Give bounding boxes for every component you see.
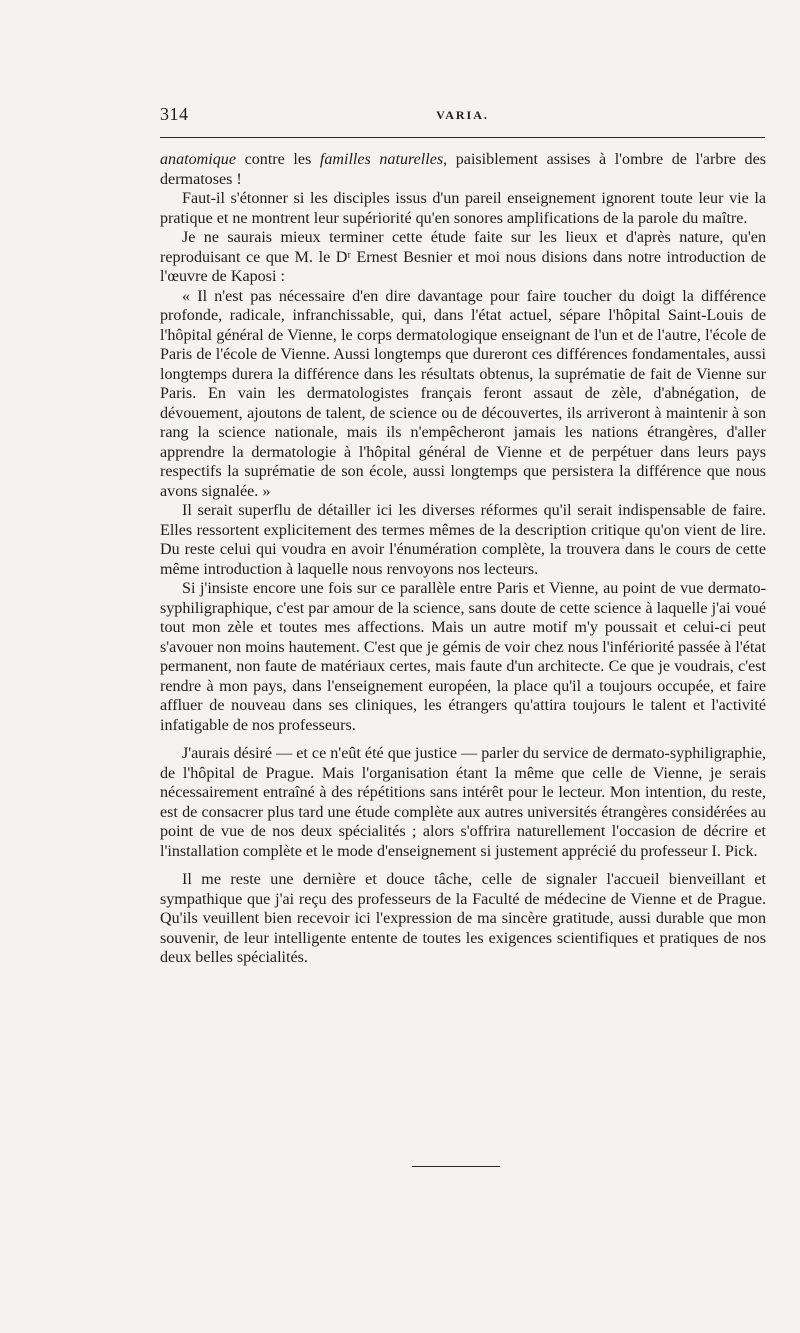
paragraph-1 <box>160 150 766 189</box>
paragraph-2: Faut-il s'étonner si les disciples issus d'un pareil enseignement ignorent toute leur vie la pratique et ne montrent leur supériorité qu'en sonores amplifications de la parole du maître. <box>160 190 766 227</box>
paragraph-4-quotation: « Il n'est pas nécessaire d'en dire davantage pour faire toucher du doigt la différence profonde, radicale, infranchissable, qui, dans l'état actuel, sépare l'hôpital Saint-Louis de l'hôpital général de Vienne, le corps dermatologique enseignant de l'un et de l'autre, l'école de Paris de l'école de Vienne. Aussi longtemps que dureront ces différences fondamentales, aussi longtemps durera la différence dans les résultats obtenus, la suprématie de fait de Vienne sur Paris. En vain les dermatologistes français feront assaut de zèle, d'abnégation, de dévouement, ajoutons de talent, de science ou de découvertes, ils arriveront à maintenir à son rang la science nationale, mais ils n'empêcheront jamais les nations étrangères, d'aller apprendre la dermatologie à l'hôpital général de Vienne et de perpétuer dans leurs pays respectifs la suprématie de son école, aussi longtemps que persistera la différence que nous avons signalée. » <box>160 287 766 500</box>
page-number: 314 <box>160 104 189 124</box>
paragraph-1-text-a: contre les <box>236 151 320 168</box>
paragraph-7: J'aurais désiré — et ce n'eût été que justice — parler du service de dermato-syphiligraphie, de l'hôpital de Prague. Mais l'organisation étant la même que celle de Vienne, je serais nécessairement entraîné à des répétitions sans intérêt pour le lecteur. Mon intention, du reste, est de consacrer plus tard une étude complète aux autres universités étrangères considérées au point de vue de nos deux spécialités ; alors s'offrira naturellement l'occasion de décrire et l'installation complète et le mode d'enseignement si justement apprécié du professeur I. Pick. <box>160 745 766 860</box>
header-rule <box>160 137 765 138</box>
paragraph-6: Si j'insiste encore une fois sur ce parallèle entre Paris et Vienne, au point de vue dermato-syphiligraphique, c'est par amour de la science, sans doute de cette science à laquelle j'ai voué tout mon zèle et toutes mes affections. Mais un autre motif m'y poussait et celui-ci peut s'avouer non moins hautement. C'est que je gémis de voir chez nous l'infériorité passée à l'état permanent, non faute de matériaux certes, mais faute d'un architecte. Ce que je voudrais, c'est rendre à mon pays, dans l'enseignement européen, la place qu'il a toujours occupée, et faire affluer de nouveau dans ses cliniques, les étrangers qu'attira toujours le talent et l'activité infatigable de nos professeurs. <box>160 580 766 734</box>
italic-term-familles-naturelles: familles naturelles <box>319 151 444 168</box>
page-header <box>160 102 765 130</box>
running-title: VARIA. <box>436 108 489 122</box>
italic-term-anatomique: anatomique <box>160 151 236 168</box>
end-rule <box>412 1166 500 1167</box>
body-text <box>160 150 766 968</box>
paragraph-3: Je ne saurais mieux terminer cette étude faite sur les lieux et d'après nature, qu'en reproduisant ce que M. le Dʳ Ernest Besnier et moi nous disions dans notre introduction de l'œuvre de Kaposi : <box>160 229 766 285</box>
paragraph-5: Il serait superflu de détailler ici les diverses réformes qu'il serait indispensable de faire. Elles ressortent explicitement des termes mêmes de la description critique qu'on vient de lire. Du reste celui qui voudra en avoir l'énumération complète, la trouvera dans le cours de cette même introduction à laquelle nous renvoyons nos lecteurs. <box>160 502 766 578</box>
paragraph-1-text-b: , paisiblement assises à l'ombre de l'arbre des dermatoses ! <box>160 151 766 188</box>
paragraph-8: Il me reste une dernière et douce tâche, celle de signaler l'accueil bienveillant et sympathique que j'ai reçu des professeurs de la Faculté de médecine de Vienne et de Prague. Qu'ils veuillent bien recevoir ici l'expression de ma sincère gratitude, aussi durable que mon souvenir, de leur intelligente entente de toutes les exigences scientifiques et pratiques de nos deux belles spécialités. <box>160 871 766 966</box>
